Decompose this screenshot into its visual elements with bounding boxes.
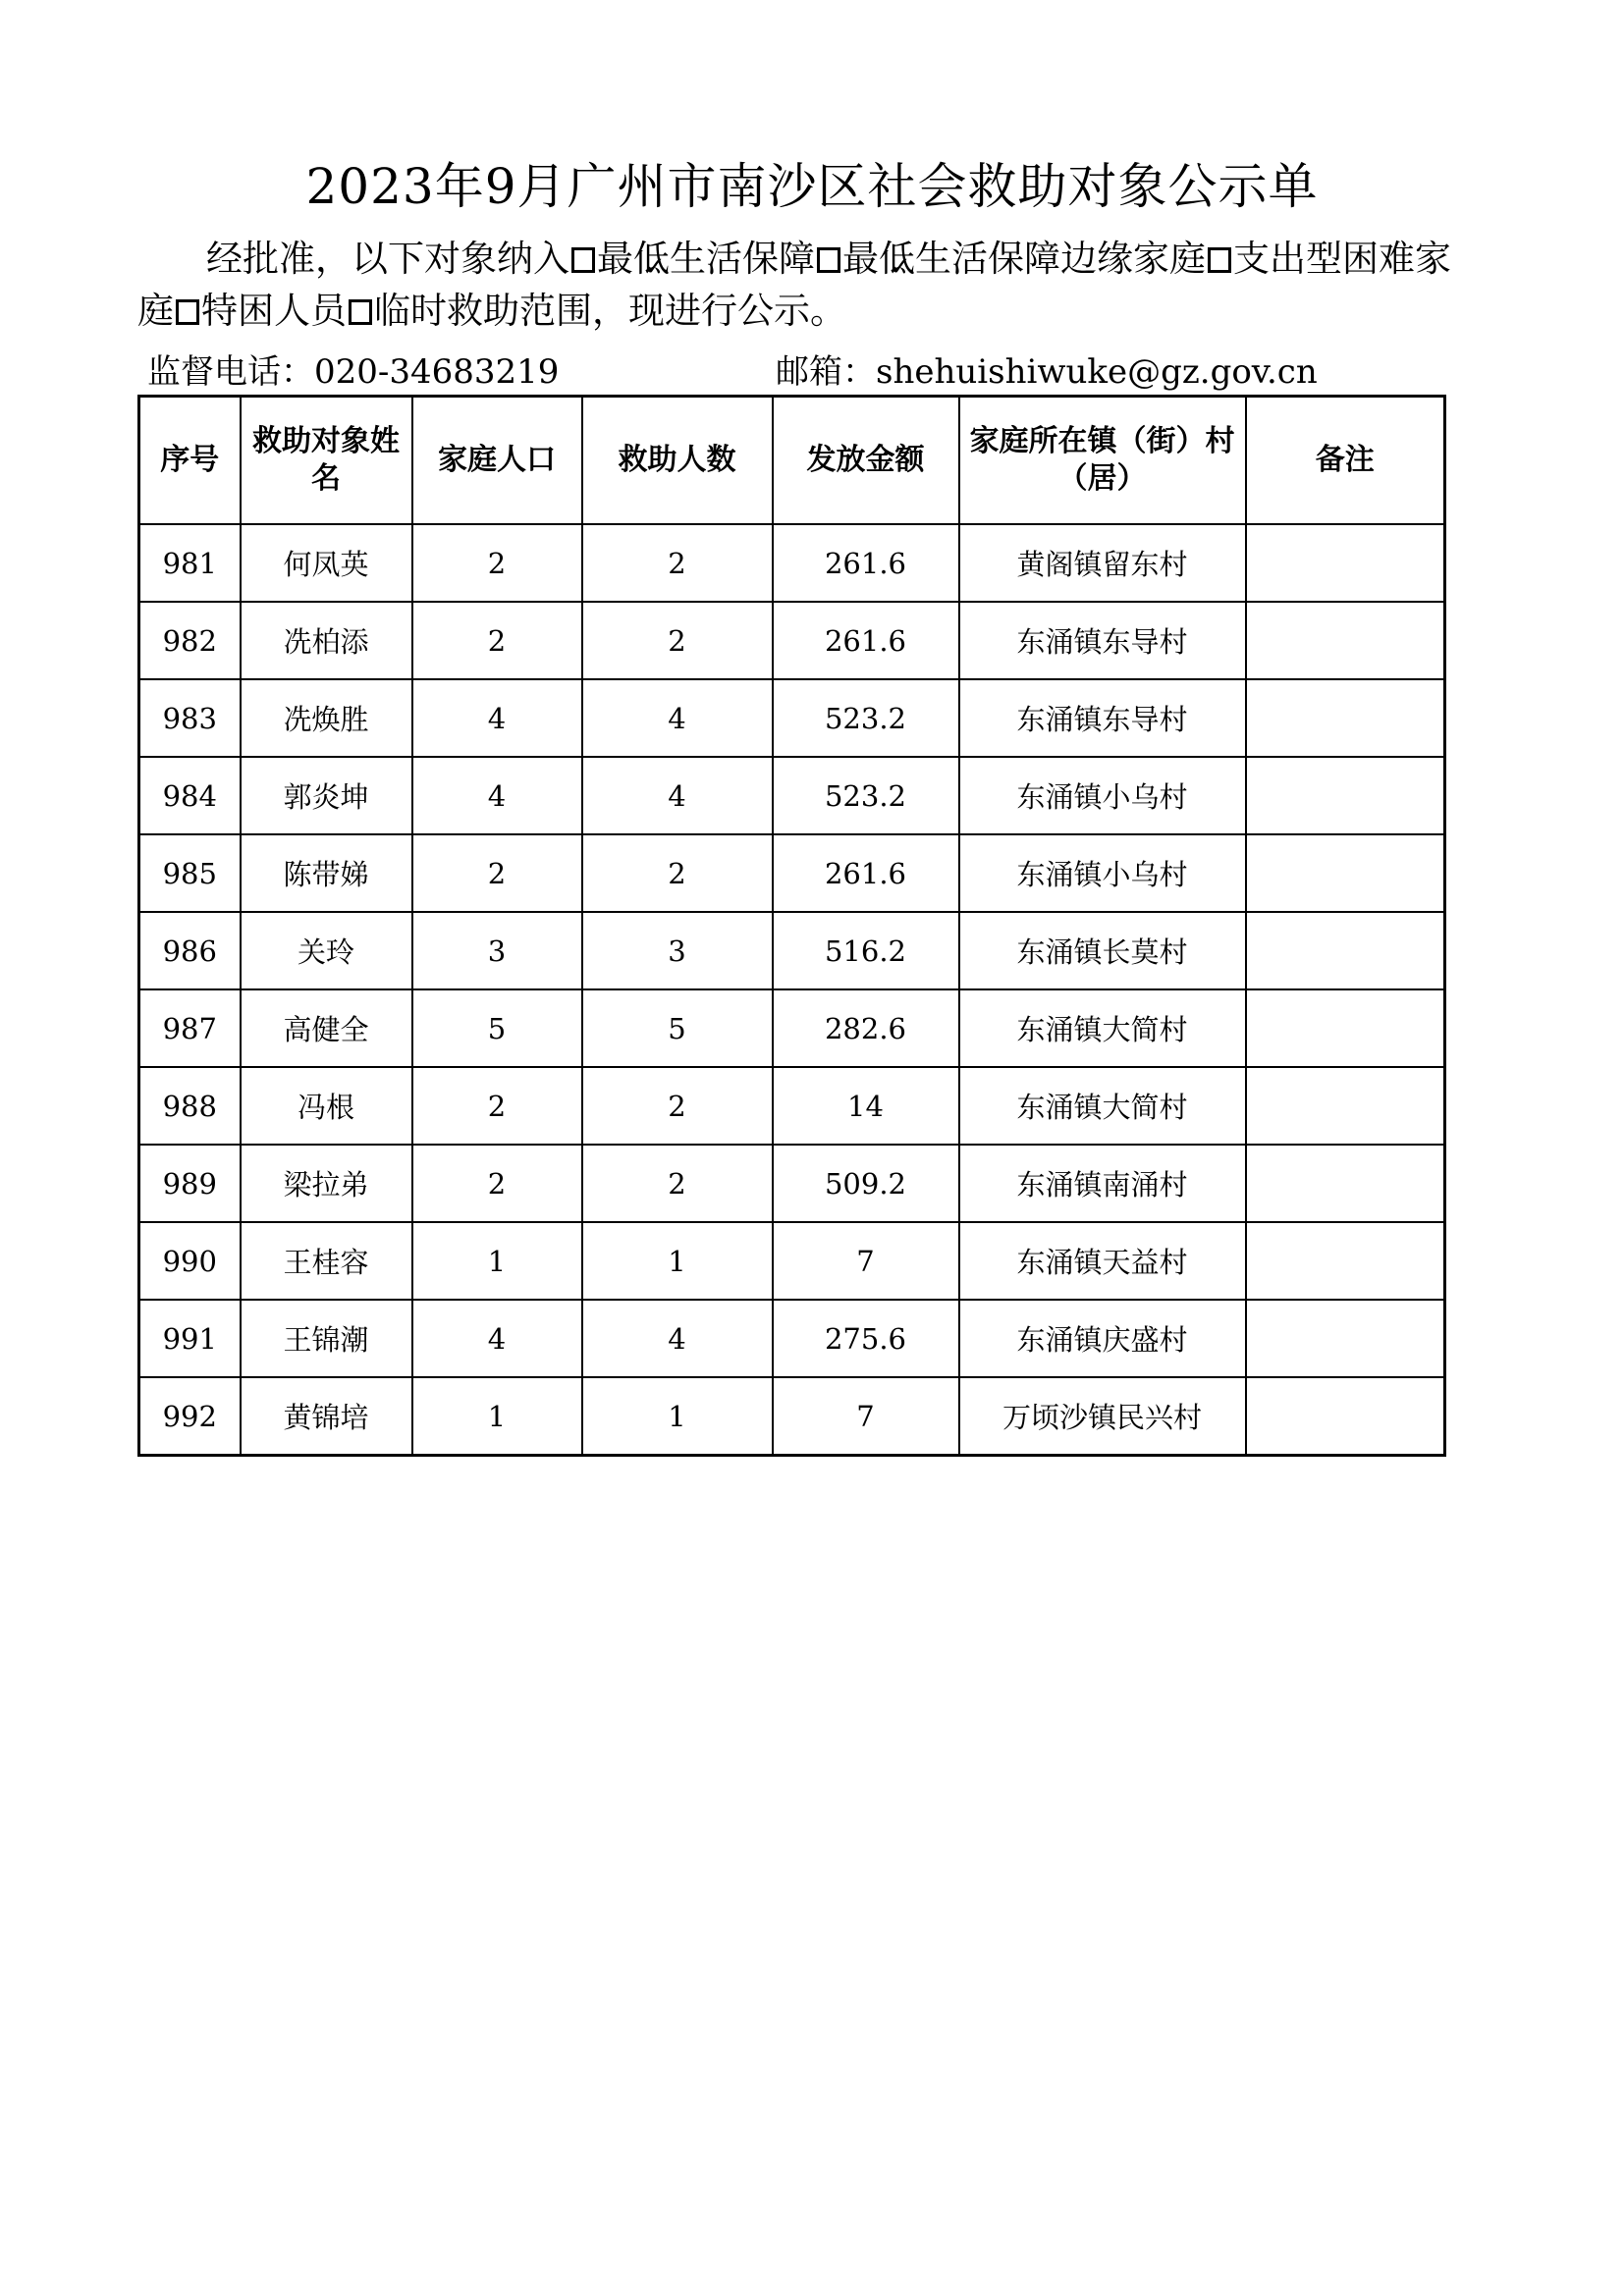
cell-remarks [1246,524,1445,602]
option-label: 最低生活保障 [597,238,815,280]
option-label: 最低生活保障边缘家庭 [842,238,1206,280]
column-header: 发放金额 [773,397,959,525]
table-body [139,524,1445,1456]
cell-household-size: 4 [412,1300,582,1377]
cell-name: 冼柏添 [241,602,412,679]
cell-remarks [1246,679,1445,757]
cell-serial: 988 [139,1067,241,1145]
table-row [139,524,1445,602]
table-row [139,1067,1445,1145]
cell-remarks [1246,602,1445,679]
cell-name: 王锦潮 [241,1300,412,1377]
cell-remarks [1246,1377,1445,1456]
table-row [139,757,1445,834]
checkbox-icon [571,247,595,273]
cell-name: 郭炎坤 [241,757,412,834]
supervision-phone: 监督电话：020-34683219 [147,352,560,392]
checkbox-icon [176,299,199,325]
cell-household-size: 2 [412,1145,582,1222]
cell-serial: 990 [139,1222,241,1300]
cell-name: 黄锦培 [241,1377,412,1456]
cell-name: 王桂容 [241,1222,412,1300]
cell-household-size: 2 [412,602,582,679]
cell-serial: 992 [139,1377,241,1456]
cell-amount: 7 [773,1377,959,1456]
cell-remarks [1246,912,1445,989]
cell-amount: 275.6 [773,1300,959,1377]
cell-amount: 261.6 [773,834,959,912]
cell-household-size: 5 [412,989,582,1067]
cell-serial: 981 [139,524,241,602]
cell-location: 东涌镇大简村 [959,1067,1246,1145]
cell-serial: 987 [139,989,241,1067]
cell-household-size: 2 [412,834,582,912]
cell-amount: 509.2 [773,1145,959,1222]
cell-location: 东涌镇天益村 [959,1222,1246,1300]
table-header-row [139,397,1445,525]
cell-household-size: 3 [412,912,582,989]
cell-amount: 523.2 [773,757,959,834]
cell-assisted-count: 3 [582,912,773,989]
column-header: 序号 [139,397,241,525]
assistance-table [137,395,1446,1457]
cell-remarks [1246,989,1445,1067]
cell-amount: 261.6 [773,602,959,679]
cell-name: 陈带娣 [241,834,412,912]
cell-household-size: 1 [412,1377,582,1456]
cell-assisted-count: 5 [582,989,773,1067]
cell-remarks [1246,834,1445,912]
option-label: 临时救助 [374,290,519,332]
cell-location: 东涌镇小乌村 [959,834,1246,912]
table-row [139,1222,1445,1300]
cell-remarks [1246,757,1445,834]
table-row [139,912,1445,989]
cell-assisted-count: 2 [582,1067,773,1145]
page-title: 2023年9月广州市南沙区社会救助对象公示单 [305,158,1319,215]
cell-amount: 261.6 [773,524,959,602]
cell-household-size: 2 [412,1067,582,1145]
cell-location: 东涌镇南涌村 [959,1145,1246,1222]
table-row [139,602,1445,679]
cell-assisted-count: 1 [582,1377,773,1456]
cell-amount: 516.2 [773,912,959,989]
cell-amount: 14 [773,1067,959,1145]
cell-assisted-count: 4 [582,1300,773,1377]
cell-serial: 982 [139,602,241,679]
cell-serial: 986 [139,912,241,989]
cell-assisted-count: 4 [582,679,773,757]
cell-remarks [1246,1067,1445,1145]
cell-location: 万顷沙镇民兴村 [959,1377,1246,1456]
contact-email: 邮箱：shehuishiwuke@gz.gov.cn [776,352,1318,392]
cell-location: 东涌镇东导村 [959,679,1246,757]
cell-location: 东涌镇庆盛村 [959,1300,1246,1377]
cell-location: 东涌镇东导村 [959,602,1246,679]
cell-location: 东涌镇大简村 [959,989,1246,1067]
checkbox-icon [349,299,372,325]
cell-location: 东涌镇长莫村 [959,912,1246,989]
cell-remarks [1246,1300,1445,1377]
cell-household-size: 4 [412,679,582,757]
cell-serial: 984 [139,757,241,834]
cell-name: 关玲 [241,912,412,989]
column-header: 救助对象姓名 [241,397,412,525]
cell-name: 梁拉弟 [241,1145,412,1222]
cell-location: 东涌镇小乌村 [959,757,1246,834]
column-header: 家庭人口 [412,397,582,525]
approval-lead: 经批准，以下对象纳入 [206,238,569,280]
approval-statement [137,233,1453,337]
table-row [139,1145,1445,1222]
cell-assisted-count: 2 [582,834,773,912]
option-label: 特困人员 [201,290,347,332]
table-row [139,679,1445,757]
cell-amount: 523.2 [773,679,959,757]
table-row [139,989,1445,1067]
table-row [139,1300,1445,1377]
cell-name: 冯根 [241,1067,412,1145]
cell-assisted-count: 2 [582,602,773,679]
table-row [139,1377,1445,1456]
column-header: 备注 [1246,397,1445,525]
cell-amount: 7 [773,1222,959,1300]
table-row [139,834,1445,912]
cell-serial: 991 [139,1300,241,1377]
column-header: 家庭所在镇（街）村（居） [959,397,1246,525]
cell-serial: 983 [139,679,241,757]
column-header: 救助人数 [582,397,773,525]
cell-serial: 985 [139,834,241,912]
cell-amount: 282.6 [773,989,959,1067]
cell-assisted-count: 2 [582,524,773,602]
checkbox-icon [817,247,840,273]
cell-household-size: 2 [412,524,582,602]
cell-household-size: 4 [412,757,582,834]
cell-assisted-count: 2 [582,1145,773,1222]
cell-remarks [1246,1145,1445,1222]
option-label: 支出型困难家庭 [137,238,1451,332]
cell-name: 何凤英 [241,524,412,602]
cell-household-size: 1 [412,1222,582,1300]
cell-name: 冼焕胜 [241,679,412,757]
cell-remarks [1246,1222,1445,1300]
cell-name: 高健全 [241,989,412,1067]
approval-tail: 范围，现进行公示。 [519,290,846,332]
cell-serial: 989 [139,1145,241,1222]
checkbox-icon [1208,247,1231,273]
cell-assisted-count: 1 [582,1222,773,1300]
cell-location: 黄阁镇留东村 [959,524,1246,602]
cell-assisted-count: 4 [582,757,773,834]
contact-line [147,349,1443,395]
